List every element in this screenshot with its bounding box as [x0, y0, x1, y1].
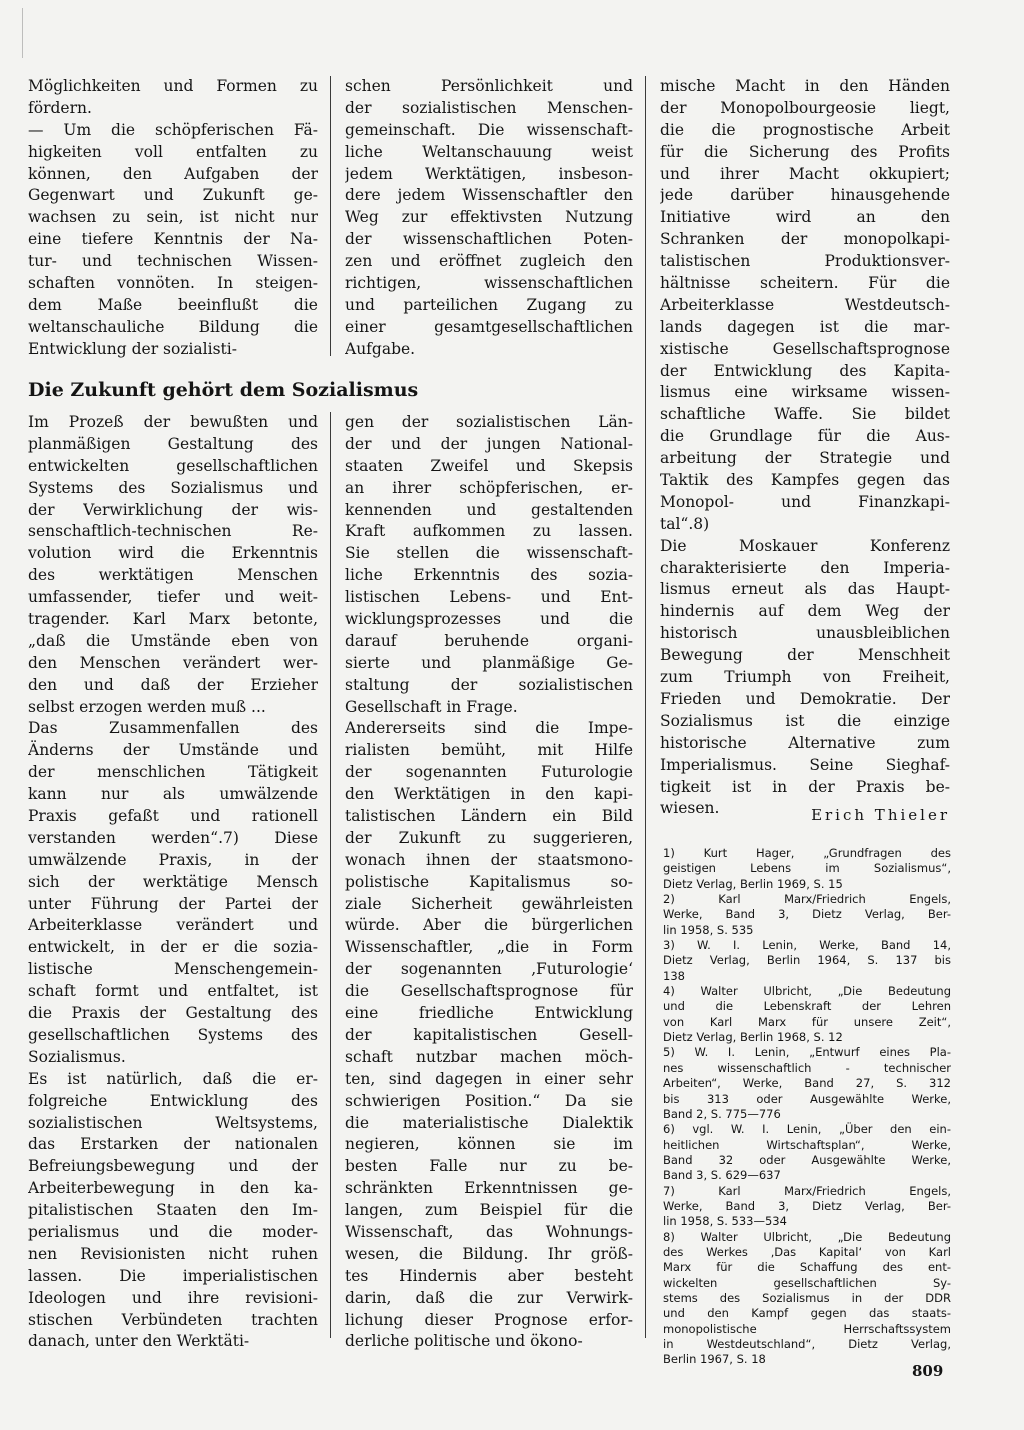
text-line: 3) W. I. Lenin, Werke, Band 14,	[663, 938, 951, 953]
text-line: Gesellschaft in Frage.	[345, 697, 518, 716]
text-line: volution wird die Erkenntnis	[28, 544, 318, 563]
text-line: heitlichen Wirtschaftsplan“, Werke,	[663, 1137, 951, 1152]
text-line: Arbeiterklasse Westdeutsch-	[660, 295, 950, 314]
text-line: Praxis gefaßt und rationell	[28, 807, 318, 826]
text-line: tragender. Karl Marx betonte,	[28, 610, 318, 629]
text-line: entwickelt, in der er die sozia-	[28, 938, 318, 957]
text-line: weltanschauliche Bildung die	[28, 317, 318, 336]
text-line: staltung der sozialistischen	[345, 675, 633, 694]
text-line: Das Zusammenfallen des	[28, 719, 318, 738]
text-line: lands dagegen ist die mar-	[660, 317, 950, 336]
text-line: Bewegung der Menschheit	[660, 646, 950, 665]
text-line: sierte und planmäßige Ge-	[345, 653, 633, 672]
text-line: rialisten bemüht, mit Hilfe	[345, 741, 633, 760]
text-line: lichung dieser Prognose erfor-	[345, 1310, 633, 1329]
text-line: Änderns der Umstände und	[28, 741, 318, 760]
text-line: richtigen, wissenschaftlichen	[345, 274, 633, 293]
column-rule	[330, 412, 331, 1338]
text-line: Die Moskauer Konferenz	[660, 536, 950, 555]
text-line: lin 1958, S. 533—534	[663, 1214, 787, 1229]
text-line: Dietz Verlag, Berlin 1968, S. 12	[663, 1030, 843, 1045]
text-line: der wissenschaftlichen Poten-	[345, 230, 633, 249]
text-line: wickelten gesellschaftlichen Sy-	[663, 1275, 951, 1290]
footnotes	[663, 846, 951, 1368]
text-line: zum Triumph von Freiheit,	[660, 668, 950, 687]
text-line: Sie stellen die wissenschaft-	[345, 544, 633, 563]
text-line: charakterisierte den Imperia-	[660, 558, 950, 577]
text-line: Werke, Band 3, Dietz Verlag, Ber-	[663, 907, 951, 922]
text-line: ziale Sicherheit gewährleisten	[345, 894, 633, 913]
text-line: Andererseits sind die Impe-	[345, 719, 633, 738]
text-line: Arbeiterklasse verändert und	[28, 916, 318, 935]
text-line: Es ist natürlich, daß die er-	[28, 1069, 318, 1088]
text-line: Sozialismus ist die einzige	[660, 711, 950, 730]
author-signature: Erich Thieler	[811, 806, 950, 824]
text-line: die materialistische Dialektik	[345, 1113, 633, 1132]
text-line: talistischen Ländern ein Bild	[345, 807, 633, 826]
text-line: Befreiungsbewegung und der	[28, 1157, 318, 1176]
text-line: bis 313 oder Ausgewählte Werke,	[663, 1091, 951, 1106]
text-line: tal“.8)	[660, 514, 710, 533]
text-line: stems des Sozialismus in der DDR	[663, 1290, 951, 1305]
text-line: schwierigen Position.“ Da sie	[345, 1091, 633, 1110]
text-line: Gegenwart und Zukunft ge-	[28, 186, 318, 205]
column-rule	[330, 76, 331, 356]
text-line: der Verwirklichung der wis-	[28, 500, 318, 519]
text-line: arbeitung der Strategie und	[660, 449, 950, 468]
text-line: langen, zum Beispiel für die	[345, 1201, 633, 1220]
text-line: einer gesamtgesellschaftlichen	[345, 317, 633, 336]
text-line: 6) vgl. W. I. Lenin, „Über den ein-	[663, 1122, 951, 1137]
text-line: Imperialismus. Seine Sieghaf-	[660, 755, 950, 774]
text-line: Im Prozeß der bewußten und	[28, 413, 318, 431]
text-line: mische Macht in den Händen	[660, 77, 950, 95]
text-line: lismus eine wirksame wissen-	[660, 383, 950, 402]
text-line: Arbeiterbewegung in den ka-	[28, 1179, 318, 1198]
text-line: nen Revisionisten nicht ruhen	[28, 1244, 318, 1263]
column-1-top	[28, 76, 318, 361]
text-line: unter Führung der Partei der	[28, 894, 318, 913]
text-line: schaft nutzbar machen möch-	[345, 1047, 633, 1066]
text-line: „daß die Umstände eben von	[28, 631, 318, 650]
text-line: lismus erneut als das Haupt-	[660, 580, 950, 599]
text-line: darauf beruhende organi-	[345, 631, 633, 650]
text-line: talistischen Produktionsver-	[660, 252, 950, 271]
text-line: ten, sind dagegen in einer sehr	[345, 1069, 633, 1088]
text-line: Weg zur effektivsten Nutzung	[345, 208, 633, 227]
text-line: die Gesellschaftsprognose für	[345, 982, 633, 1001]
text-line: listische Menschengemein-	[28, 960, 318, 979]
text-line: Berlin 1967, S. 18	[663, 1352, 766, 1367]
text-line: Arbeiten“, Werke, Band 27, S. 312	[663, 1076, 951, 1091]
text-line: sich der werktätige Mensch	[28, 872, 318, 891]
text-line: Werke, Band 3, Dietz Verlag, Ber-	[663, 1198, 951, 1213]
text-line: schaftliche Waffe. Sie bildet	[660, 405, 950, 424]
text-line: 5) W. I. Lenin, „Entwurf eines Pla-	[663, 1045, 951, 1060]
text-line: die die prognostische Arbeit	[660, 120, 950, 139]
text-line: 138	[663, 968, 685, 983]
text-line: Taktik des Kampfes gegen das	[660, 471, 950, 490]
text-line: für die Sicherung des Profits	[660, 142, 950, 161]
text-line: hältnisse scheitern. Für die	[660, 274, 950, 293]
column-rule	[645, 76, 646, 1338]
text-line: den Menschen verändert wer-	[28, 653, 318, 672]
text-line: Entwicklung der sozialisti-	[28, 339, 237, 358]
text-line: darin, daß die zur Verwirk-	[345, 1288, 633, 1307]
text-line: den Werktätigen in den kapi-	[345, 785, 633, 804]
text-line: den und daß der Erzieher	[28, 675, 318, 694]
text-line: fördern.	[28, 98, 92, 117]
text-line: senschaftlich-technischen Re-	[28, 522, 318, 541]
text-line: eine tiefere Kenntnis der Na-	[28, 230, 318, 249]
text-line: schaften vonnöten. In steigen-	[28, 274, 318, 293]
text-line: perialismus und die moder-	[28, 1222, 318, 1241]
text-line: staaten Zweifel und Skepsis	[345, 456, 633, 475]
text-line: Wissenschaftler, „die in Form	[345, 938, 633, 957]
text-line: der sogenannten Futurologie	[345, 763, 633, 782]
text-line: nes wissenschaftlich - technischer	[663, 1060, 951, 1075]
text-line: wonach ihnen der staatsmono-	[345, 850, 633, 869]
text-line: Aufgabe.	[345, 339, 416, 358]
text-line: Systems des Sozialismus und	[28, 478, 318, 497]
text-line: der Entwicklung des Kapita-	[660, 361, 950, 380]
text-line: gesellschaftlichen Systems des	[28, 1025, 318, 1044]
text-line: schaft formt und entfaltet, ist	[28, 982, 318, 1001]
text-line: Dietz Verlag, Berlin 1964, S. 137 bis	[663, 953, 951, 968]
text-line: negieren, können sie im	[345, 1135, 633, 1154]
text-line: der Zukunft zu suggerieren,	[345, 828, 633, 847]
text-line: tes Hindernis aber besteht	[345, 1266, 633, 1285]
text-line: gen der sozialistischen Län-	[345, 413, 633, 431]
text-line: lassen. Die imperialistischen	[28, 1266, 318, 1285]
text-line: kann nur als umwälzende	[28, 785, 318, 804]
text-line: Kraft aufkommen zu lassen.	[345, 522, 633, 541]
page-edge-mark	[22, 8, 37, 58]
text-line: Möglichkeiten und Formen zu	[28, 77, 318, 95]
text-line: Marx für die Schaffung des ent-	[663, 1260, 951, 1275]
text-line: der Monopolbourgeosie liegt,	[660, 98, 950, 117]
text-line: der und der jungen National-	[345, 434, 633, 453]
text-line: lin 1958, S. 535	[663, 922, 754, 937]
text-line: jede darüber hinausgehende	[660, 186, 950, 205]
text-line: polistische Kapitalismus so-	[345, 872, 633, 891]
text-line: des werktätigen Menschen	[28, 566, 318, 585]
text-line: wesen, die Bildung. Ihr größ-	[345, 1244, 633, 1263]
text-line: das Erstarken der nationalen	[28, 1135, 318, 1154]
text-line: Dietz Verlag, Berlin 1969, S. 15	[663, 876, 843, 891]
text-line: folgreiche Entwicklung des	[28, 1091, 318, 1110]
text-line: Schranken der monopolkapi-	[660, 230, 950, 249]
text-line: 8) Walter Ulbricht, „Die Bedeutung	[663, 1229, 951, 1244]
text-line: planmäßigen Gestaltung des	[28, 434, 318, 453]
page-number: 809	[912, 1362, 944, 1380]
text-line: wiesen.	[660, 799, 720, 818]
text-line: Ideologen und ihre revisioni-	[28, 1288, 318, 1307]
text-line: der menschlichen Tätigkeit	[28, 763, 318, 782]
text-line: dem Maße beeinflußt die	[28, 295, 318, 314]
column-3	[660, 76, 950, 820]
column-1-bottom	[28, 412, 318, 1353]
text-line: higkeiten voll entfalten zu	[28, 142, 318, 161]
text-line: wachsen zu sein, ist nicht nur	[28, 208, 318, 227]
column-2-bottom	[345, 412, 633, 1353]
text-line: die Praxis der Gestaltung des	[28, 1004, 318, 1023]
text-line: xistische Gesellschaftsprognose	[660, 339, 950, 358]
text-line: zen und eröffnet zugleich den	[345, 252, 633, 271]
text-line: danach, unter den Werktäti-	[28, 1332, 250, 1351]
text-line: liche Erkenntnis des sozia-	[345, 566, 633, 585]
text-line: monopolistische Herrschaftssystem	[663, 1321, 951, 1336]
text-line: würde. Aber die bürgerlichen	[345, 916, 633, 935]
text-line: stischen Verbündeten trachten	[28, 1310, 318, 1329]
text-line: kennenden und gestaltenden	[345, 500, 633, 519]
text-line: und parteilichen Zugang zu	[345, 295, 633, 314]
text-line: Band 2, S. 775—776	[663, 1106, 781, 1121]
text-line: und die Lebenskraft der Lehren	[663, 999, 951, 1014]
text-line: pitalistischen Staaten den Im-	[28, 1201, 318, 1220]
text-line: 2) Karl Marx/Friedrich Engels,	[663, 892, 951, 907]
text-line: listischen Lebens- und Ent-	[345, 588, 633, 607]
text-line: besten Falle nur zu be-	[345, 1157, 633, 1176]
text-line: 7) Karl Marx/Friedrich Engels,	[663, 1183, 951, 1198]
text-line: umwälzende Praxis, in der	[28, 850, 318, 869]
column-2-top	[345, 76, 633, 361]
text-line: Wissenschaft, das Wohnungs-	[345, 1222, 633, 1241]
text-line: hindernis auf dem Weg der	[660, 602, 950, 621]
text-line: Initiative wird an den	[660, 208, 950, 227]
text-line: verstanden werden“.7) Diese	[28, 828, 318, 847]
section-heading: Die Zukunft gehört dem Sozialismus	[28, 379, 419, 401]
text-line: Monopol- und Finanzkapi-	[660, 492, 950, 511]
text-line: des Werkes ‚Das Kapital‘ von Karl	[663, 1244, 951, 1259]
text-line: jedem Werktätigen, insbeson-	[345, 164, 633, 183]
text-line: dere jedem Wissenschaftler den	[345, 186, 633, 205]
text-line: und den Kampf gegen das staats-	[663, 1306, 951, 1321]
text-line: von Karl Marx für unsere Zeit“,	[663, 1014, 951, 1029]
text-line: Frieden und Demokratie. Der	[660, 689, 950, 708]
text-line: geistigen Lebens im Sozialismus“,	[663, 861, 951, 876]
text-line: und ihrer Macht okkupiert;	[660, 164, 950, 183]
text-line: der sogenannten ‚Futurologie‘	[345, 960, 633, 979]
text-line: eine friedliche Entwicklung	[345, 1004, 633, 1023]
text-line: — Um die schöpferischen Fä-	[28, 120, 318, 139]
text-line: tur- und technischen Wissen-	[28, 252, 318, 271]
text-line: Band 3, S. 629—637	[663, 1168, 781, 1183]
text-line: sozialistischen Weltsystems,	[28, 1113, 318, 1132]
text-line: 1) Kurt Hager, „Grundfragen des	[663, 846, 951, 860]
text-line: in Westdeutschland“, Dietz Verlag,	[663, 1337, 951, 1351]
text-line: Sozialismus.	[28, 1047, 126, 1066]
text-line: selbst erzogen werden muß ...	[28, 697, 266, 716]
text-line: der sozialistischen Menschen-	[345, 98, 633, 117]
text-line: umfassender, tiefer und weit-	[28, 588, 318, 607]
text-line: historische Alternative zum	[660, 733, 950, 752]
text-line: liche Weltanschauung weist	[345, 142, 633, 161]
text-line: die Grundlage für die Aus-	[660, 427, 950, 446]
text-line: derliche politische und ökono-	[345, 1332, 583, 1351]
text-line: gemeinschaft. Die wissenschaft-	[345, 120, 633, 139]
text-line: historisch unausbleiblichen	[660, 624, 950, 643]
text-line: an ihrer schöpferischen, er-	[345, 478, 633, 497]
text-line: Band 32 oder Ausgewählte Werke,	[663, 1152, 951, 1167]
text-line: der kapitalistischen Gesell-	[345, 1025, 633, 1044]
text-line: können, den Aufgaben der	[28, 164, 318, 183]
text-line: 4) Walter Ulbricht, „Die Bedeutung	[663, 984, 951, 999]
text-line: wicklungsprozesses und die	[345, 610, 633, 629]
text-line: entwickelten gesellschaftlichen	[28, 456, 318, 475]
text-line: schränkten Erkenntnissen ge-	[345, 1179, 633, 1198]
text-line: tigkeit ist in der Praxis be-	[660, 777, 950, 796]
text-line: schen Persönlichkeit und	[345, 77, 633, 95]
